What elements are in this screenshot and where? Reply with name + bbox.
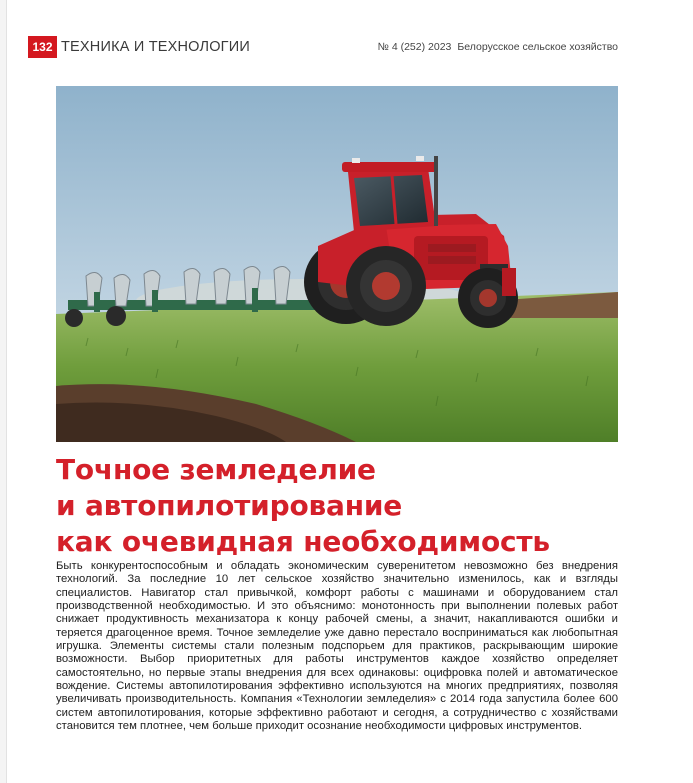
- page-number: 132: [28, 36, 57, 58]
- title-line: и автопилотирование: [56, 489, 403, 522]
- section-title: ТЕХНИКА И ТЕХНОЛОГИИ: [61, 39, 250, 55]
- page-header: [0, 36, 693, 58]
- title-line: как очевидная необходимость: [56, 525, 550, 558]
- issue-info: [378, 40, 618, 54]
- issue-number: № 4 (252) 2023: [377, 41, 452, 53]
- magazine-name: Белорусское сельское хозяйство: [457, 41, 618, 53]
- article-body: Быть конкурентоспособным и обладать экономическим суверенитетом невозможно без внедрения технологий. За последние 10 лет сельское хозяйство значительно изменилось, как и взгляды специалистов. Навигатор стал привычкой, комфорт работы с машинами и оборудованием стал производственной необходимостью. И это объяснимо: монотонность при выполнении полевых работ снижает продуктивность механизатора к концу рабочей смены, а значит, накапливаются ошибки и теряется драгоценное время. Точное земледелие уже давно перестало восприниматься как любопытная игрушка. Элементы системы стали полезным подспорьем для практиков, раскрывающим широкие возможности. Выбор приоритетных для работы инструментов каждое хозяйство определяет самостоятельно, но первые этапы внедрения для всех одинаковы: оцифровка полей и автоматическое вождение. Системы автопилотирования эффективно используются на многих предприятиях, позволяя увеличивать производительность. Компания «Технологии земледелия» с 2014 года запустила более 600 систем автопилотирования, которые эффективно работают и сегодня, а сотрудничество с хозяйствами становится тем плотнее, чем больше приходит осознание необходимости цифровых инструментов.: [56, 560, 618, 733]
- title-line: Точное земледелие: [56, 453, 376, 486]
- tractor-photo: [56, 86, 618, 442]
- page-edge: [0, 0, 7, 783]
- article-title: [56, 452, 616, 560]
